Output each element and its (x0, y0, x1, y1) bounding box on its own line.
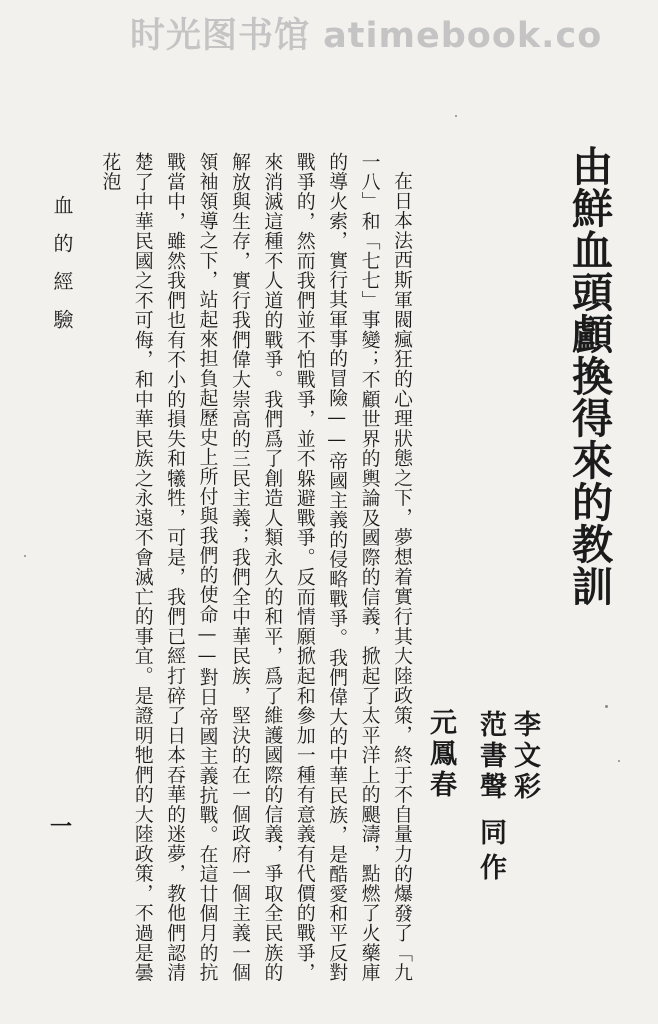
author-name: 元鳳春 (425, 708, 456, 801)
author-name: 范書聲 (475, 710, 506, 803)
body-paragraph: 在日本法西斯軍閥瘋狂的心理狀態之下，夢想着實行其大陸政策，終于不自量力的爆發了「九一八」和「七七」事變；不顧世界的輿論及國際的信義，掀起了太平洋上的颶濤，點燃了火藥庫的導火索，實行其軍事的冒險——帝國主義的侵略戰爭。我們偉大的中華民族，是酷愛和平反對戰爭的，然而我們並不怕戰爭，並不躲避戰爭。反而情願掀起和參加一種有意義有代價的戰爭，來消滅這種不人道的戰爭。我們爲了創造人類永久的和平，爲了維護國際的信義，爭取全民族的解放與生存，實行我們偉大崇高的三民主義；我們全中華民族，堅決的在一個政府一個主義一個領袖領導之下，站起來担負起歷史上所付與我們的使命——對日帝國主義抗戰。在這廿個月的抗戰當中，雖然我們也有不小的損失和犧牲，可是，我們已經打碎了日本吞華的迷夢，教他們認清楚了中華民國之不可侮，和中華民族之永遠不會滅亡的事宜。是證明牠們的大陸政策，不過是曇花泡 (99, 152, 412, 982)
author-role: 同作 (475, 818, 506, 888)
article-title: 由鮮血頭顱換得來的教訓 (565, 145, 613, 607)
author-name: 李文彩 (509, 710, 540, 803)
article-body (92, 152, 417, 982)
page-number: 一 (50, 814, 73, 840)
print-speck (455, 115, 457, 117)
running-head: 血的經驗 (50, 195, 74, 347)
print-speck (618, 760, 620, 762)
print-speck (605, 705, 608, 708)
watermark: 时光图书馆 atimebook.co (130, 16, 603, 56)
print-speck (24, 555, 26, 557)
